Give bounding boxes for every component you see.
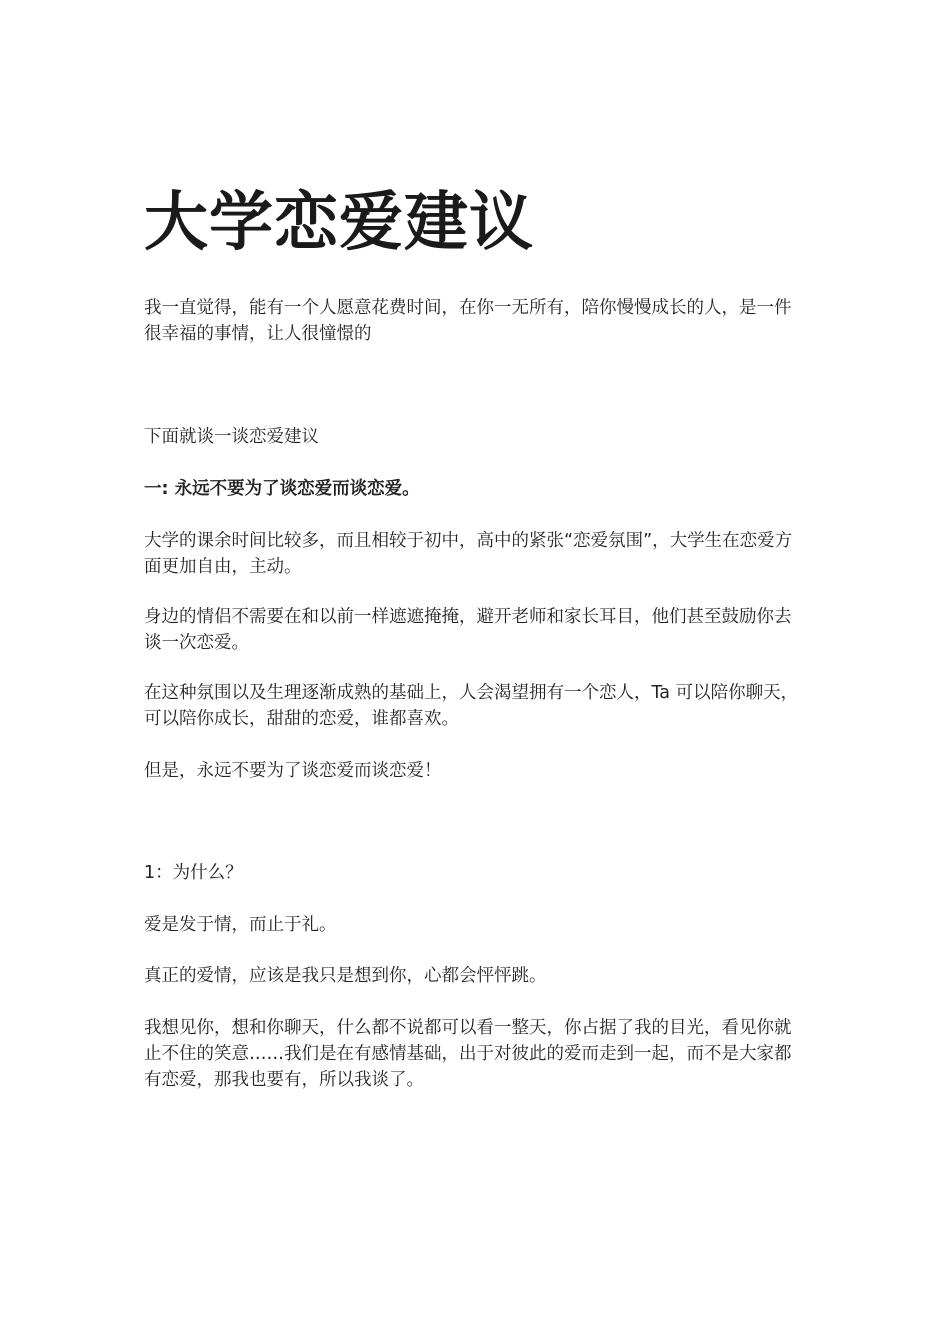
why-heading: 1：为什么？ [144,863,243,883]
section-1-heading: 一: 永远不要为了谈恋爱而谈恋爱。 [144,479,420,499]
section-1-paragraph-2: 身边的情侣不需要在和以前一样遮遮掩掩，避开老师和家长耳目，他们甚至鼓励你去谈一次恋爱。 [144,607,792,653]
why-paragraph-2: 真正的爱情，应该是我只是想到你，心都会怦怦跳。 [144,966,547,986]
section-1-paragraph-3: 在这种氛围以及生理逐渐成熟的基础上，人会渴望拥有一个恋人，Ta 可以陪你聊天，可以陪你成长，甜甜的恋爱，谁都喜欢。 [144,683,799,729]
intro-paragraph: 我一直觉得，能有一个人愿意花费时间，在你一无所有，陪你慢慢成长的人，是一件很幸福的事情，让人很憧憬的 [144,298,792,344]
why-paragraph-3: 我想见你，想和你聊天，什么都不说都可以看一整天，你占据了我的目光，看见你就止不住的笑意……我们是在有感情基础，出于对彼此的爱而走到一起，而不是大家都有恋爱，那我也要有，所以我谈了。 [144,1018,792,1090]
page-title: 大学恋爱建议 [144,186,534,260]
why-paragraph-1: 爱是发于情，而止于礼。 [144,915,337,935]
section-1-paragraph-4: 但是，永远不要为了谈恋爱而谈恋爱！ [144,761,442,781]
lead-in-paragraph: 下面就谈一谈恋爱建议 [144,427,319,447]
section-1-paragraph-1: 大学的课余时间比较多，而且相较于初中，高中的紧张“恋爱氛围”，大学生在恋爱方面更加自由，主动。 [144,531,793,577]
